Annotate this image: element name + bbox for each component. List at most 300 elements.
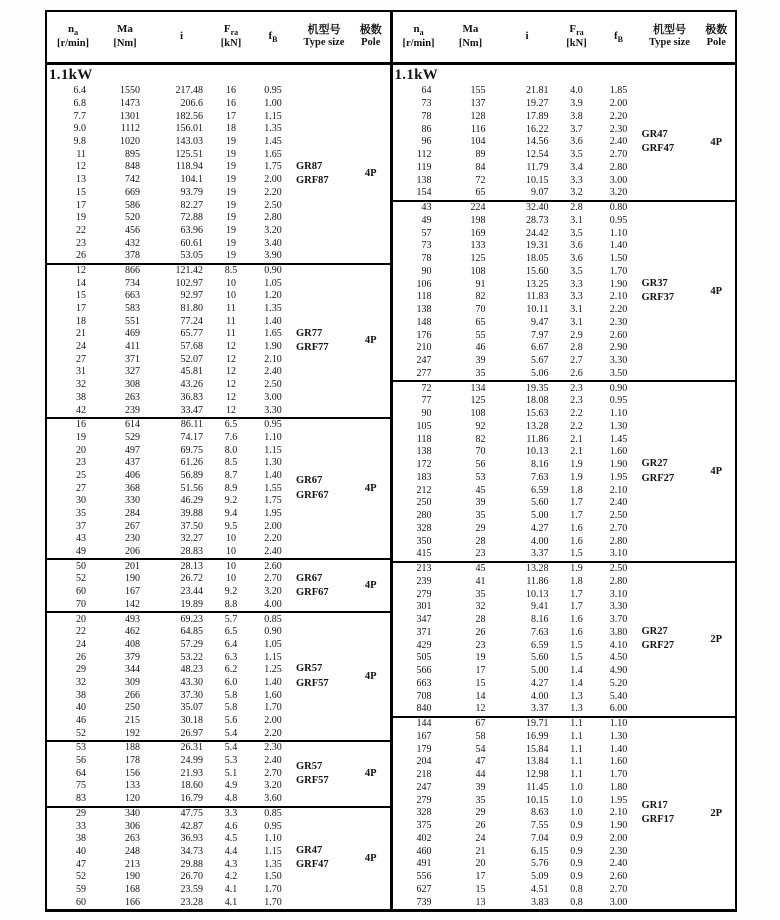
cell-fb: 3.20 bbox=[264, 586, 282, 598]
cell-fra: 6.2 bbox=[224, 664, 238, 676]
cell-fra: 3.5 bbox=[570, 265, 583, 277]
cell-fra: 1.5 bbox=[570, 652, 583, 664]
cell-na: 663 bbox=[416, 677, 432, 689]
cell-na: 16 bbox=[76, 419, 86, 431]
cell-fra: 19 bbox=[226, 212, 236, 224]
cell-na: 183 bbox=[416, 471, 432, 483]
cell-fb: 3.00 bbox=[609, 174, 628, 186]
cell-na: 301 bbox=[416, 601, 432, 613]
cell-ma: 82 bbox=[475, 433, 486, 445]
cell-fb: 2.10 bbox=[264, 353, 282, 365]
cell-na: 9.8 bbox=[73, 136, 86, 148]
cell-i: 6.67 bbox=[531, 342, 549, 354]
cell-ma: 20 bbox=[475, 858, 486, 870]
cell-fb: 1.35 bbox=[264, 858, 282, 870]
cell-na: 19 bbox=[76, 431, 86, 443]
cell-fb: 2.40 bbox=[264, 755, 282, 767]
cell-fb: 1.40 bbox=[609, 743, 628, 755]
cell-i: 81.80 bbox=[180, 303, 203, 315]
cell-i: 9.07 bbox=[531, 187, 549, 199]
cell-fra: 8.7 bbox=[224, 469, 238, 481]
cell-fb: 3.70 bbox=[609, 614, 628, 626]
cell-i: 10.13 bbox=[526, 588, 549, 600]
cell-ma: 239 bbox=[125, 404, 140, 416]
cell-na: 72 bbox=[421, 382, 432, 394]
cell-fb: 1.90 bbox=[609, 820, 628, 832]
cell-i: 13.25 bbox=[526, 278, 549, 290]
cell-fra: 1.1 bbox=[570, 756, 583, 768]
cell-i: 28.73 bbox=[526, 214, 549, 226]
cell-fb: 1.25 bbox=[264, 664, 282, 676]
cell-ma: 224 bbox=[470, 202, 486, 214]
cell-fra: 3.9 bbox=[570, 98, 583, 110]
cell-i: 125.51 bbox=[175, 148, 203, 160]
cell-fra: 12 bbox=[226, 379, 236, 391]
cell-fb: 2.60 bbox=[609, 871, 628, 883]
cell-fb: 1.90 bbox=[609, 459, 628, 471]
cell-i: 48.23 bbox=[180, 664, 203, 676]
col-header-na: $n_a$ [r/min] bbox=[56, 23, 90, 50]
cell-fra: 1.9 bbox=[570, 471, 583, 483]
cell-na: 112 bbox=[416, 149, 432, 161]
cell-i: 29.88 bbox=[180, 858, 203, 870]
cell-fra: 6.3 bbox=[224, 651, 238, 663]
cell-i: 5.60 bbox=[531, 652, 549, 664]
cell-ma: 26 bbox=[475, 820, 486, 832]
cell-fra: 11 bbox=[226, 328, 236, 340]
cell-fra: 0.9 bbox=[570, 820, 583, 832]
cell-na: 250 bbox=[416, 497, 432, 509]
cell-na: 90 bbox=[421, 408, 432, 420]
cell-fra: 2.1 bbox=[570, 433, 583, 445]
cell-fb: 1.05 bbox=[264, 277, 282, 289]
cell-i: 23.28 bbox=[180, 896, 203, 908]
cell-na: 21 bbox=[76, 328, 86, 340]
type-size-label: GR27 GRF27 bbox=[641, 458, 675, 484]
cell-na: 49 bbox=[421, 214, 432, 226]
cell-na: 167 bbox=[416, 730, 432, 742]
cell-fb: 0.95 bbox=[264, 419, 282, 431]
cell-na: 505 bbox=[416, 652, 432, 664]
cell-na: 277 bbox=[416, 367, 432, 379]
cell-i: 102.97 bbox=[175, 277, 203, 289]
cell-na: 328 bbox=[416, 807, 432, 819]
cell-fra: 1.9 bbox=[570, 563, 583, 575]
cell-fra: 3.3 bbox=[224, 807, 238, 819]
cell-fb: 2.70 bbox=[609, 522, 628, 534]
cell-fb: 2.80 bbox=[264, 212, 282, 224]
cell-fra: 9.2 bbox=[224, 495, 238, 507]
cell-na: 78 bbox=[421, 253, 432, 265]
cell-ma: 104 bbox=[470, 136, 486, 148]
cell-fb: 1.40 bbox=[609, 240, 628, 252]
pole-label: 4P bbox=[710, 466, 723, 477]
type-size-label: GR67 GRF67 bbox=[296, 475, 329, 501]
cell-ma: 116 bbox=[470, 123, 486, 135]
cell-ma: 55 bbox=[475, 329, 486, 341]
cell-fra: 1.3 bbox=[570, 690, 583, 702]
cell-i: 42.87 bbox=[180, 820, 203, 832]
cell-i: 182.56 bbox=[175, 110, 203, 122]
cell-fra: 0.8 bbox=[570, 896, 583, 908]
cell-ma: 614 bbox=[125, 419, 140, 431]
cell-fra: 10 bbox=[226, 560, 236, 572]
cell-fb: 1.10 bbox=[609, 227, 628, 239]
col-header-fb: $f_B$ bbox=[268, 29, 278, 44]
cell-ma: 178 bbox=[125, 755, 140, 767]
cell-na: 22 bbox=[76, 224, 86, 236]
cell-i: 19.27 bbox=[526, 98, 549, 110]
cell-ma: 371 bbox=[125, 353, 140, 365]
pole-label: 4P bbox=[710, 136, 723, 148]
table-header bbox=[47, 12, 735, 65]
cell-i: 19.31 bbox=[526, 240, 549, 252]
cell-fra: 7.6 bbox=[224, 431, 238, 443]
col-header-fb: $f_B$ bbox=[613, 29, 623, 44]
cell-fra: 3.7 bbox=[570, 123, 583, 135]
type-size-label: GR57 GRF57 bbox=[296, 760, 329, 786]
cell-i: 33.47 bbox=[180, 404, 203, 416]
cell-fb: 1.55 bbox=[264, 482, 282, 494]
cell-ma: 188 bbox=[125, 742, 140, 754]
cell-fra: 3.3 bbox=[570, 291, 583, 303]
cell-ma: 344 bbox=[125, 664, 140, 676]
cell-fra: 1.8 bbox=[570, 484, 583, 496]
cell-fb: 2.40 bbox=[264, 366, 282, 378]
cell-i: 35.07 bbox=[180, 702, 203, 714]
col-header-na: $n_a$ [r/min] bbox=[402, 23, 435, 50]
cell-na: 218 bbox=[416, 769, 432, 781]
cell-ma: 72 bbox=[475, 174, 486, 186]
col-header-type: 机型号 Type size bbox=[649, 24, 690, 49]
cell-i: 21.93 bbox=[180, 767, 203, 779]
cell-i: 6.15 bbox=[531, 845, 549, 857]
cell-fra: 2.8 bbox=[570, 202, 583, 214]
cell-fra: 1.6 bbox=[570, 614, 583, 626]
cell-i: 64.85 bbox=[180, 626, 203, 638]
cell-na: 566 bbox=[416, 665, 432, 677]
cell-i: 19.71 bbox=[526, 718, 549, 730]
pole-label: 2P bbox=[710, 807, 723, 819]
type-size-label: GR87 GRF87 bbox=[296, 160, 329, 186]
cell-fra: 6.5 bbox=[224, 419, 238, 431]
cell-na: 30 bbox=[76, 495, 86, 507]
cell-fra: 1.9 bbox=[570, 459, 583, 471]
cell-fb: 2.50 bbox=[609, 510, 628, 522]
cell-i: 18.05 bbox=[526, 253, 549, 265]
cell-fra: 3.5 bbox=[570, 227, 583, 239]
cell-i: 4.27 bbox=[531, 522, 549, 534]
cell-ma: 156 bbox=[125, 767, 140, 779]
cell-ma: 21 bbox=[475, 845, 486, 857]
cell-na: 460 bbox=[416, 845, 432, 857]
pole-label: 4P bbox=[364, 483, 377, 495]
cell-na: 31 bbox=[76, 366, 86, 378]
cell-i: 18.60 bbox=[180, 780, 203, 792]
cell-fb: 2.40 bbox=[609, 858, 628, 870]
cell-ma: 108 bbox=[470, 265, 486, 277]
cell-fra: 19 bbox=[226, 199, 236, 211]
power-rating-label: 1.1kW bbox=[49, 67, 93, 83]
cell-ma: 368 bbox=[125, 482, 140, 494]
pole-label: 4P bbox=[710, 285, 723, 297]
cell-na: 43 bbox=[421, 202, 432, 214]
cell-ma: 586 bbox=[125, 199, 140, 211]
cell-ma: 17 bbox=[475, 665, 486, 677]
table-right-half bbox=[393, 65, 736, 909]
cell-fb: 1.40 bbox=[264, 315, 282, 327]
cell-fra: 1.0 bbox=[570, 807, 583, 819]
cell-ma: 35 bbox=[475, 367, 486, 379]
cell-ma: 70 bbox=[475, 304, 486, 316]
cell-na: 75 bbox=[76, 780, 86, 792]
cell-na: 26 bbox=[76, 651, 86, 663]
col-header-i: i bbox=[525, 30, 529, 43]
cell-ma: 167 bbox=[125, 586, 140, 598]
cell-fb: 2.10 bbox=[609, 291, 628, 303]
cell-i: 13.84 bbox=[526, 756, 549, 768]
cell-i: 5.76 bbox=[531, 858, 549, 870]
cell-na: 118 bbox=[416, 433, 432, 445]
cell-na: 106 bbox=[416, 278, 432, 290]
cell-fb: 3.80 bbox=[609, 626, 628, 638]
cell-fra: 2.9 bbox=[570, 329, 583, 341]
cell-ma: 142 bbox=[125, 598, 140, 610]
cell-na: 78 bbox=[421, 110, 432, 122]
cell-fra: 8.8 bbox=[224, 598, 238, 610]
cell-na: 15 bbox=[76, 290, 86, 302]
cell-fb: 0.95 bbox=[264, 85, 282, 97]
cell-na: 350 bbox=[416, 535, 432, 547]
cell-na: 70 bbox=[76, 598, 86, 610]
cell-ma: 19 bbox=[475, 652, 486, 664]
cell-fra: 4.3 bbox=[224, 858, 238, 870]
cell-na: 179 bbox=[416, 743, 432, 755]
cell-na: 24 bbox=[76, 638, 86, 650]
cell-na: 37 bbox=[76, 520, 86, 532]
cell-fb: 1.95 bbox=[609, 471, 628, 483]
cell-ma: 13 bbox=[475, 896, 486, 908]
cell-i: 7.55 bbox=[531, 820, 549, 832]
cell-fra: 9.4 bbox=[224, 508, 238, 520]
cell-i: 57.29 bbox=[180, 638, 203, 650]
cell-ma: 35 bbox=[475, 794, 486, 806]
cell-na: 17 bbox=[76, 303, 86, 315]
cell-ma: 215 bbox=[125, 715, 140, 727]
cell-fra: 12 bbox=[226, 391, 236, 403]
cell-na: 7.7 bbox=[73, 110, 86, 122]
cell-ma: 848 bbox=[125, 161, 140, 173]
cell-fra: 1.5 bbox=[570, 639, 583, 651]
cell-i: 5.67 bbox=[531, 355, 549, 367]
cell-ma: 1301 bbox=[120, 110, 140, 122]
cell-fb: 1.95 bbox=[609, 794, 628, 806]
cell-fb: 2.70 bbox=[264, 767, 282, 779]
cell-i: 7.63 bbox=[531, 626, 549, 638]
cell-fb: 2.20 bbox=[264, 727, 282, 739]
cell-fb: 1.75 bbox=[264, 495, 282, 507]
cell-fb: 1.95 bbox=[264, 508, 282, 520]
cell-ma: 65 bbox=[475, 316, 486, 328]
cell-fra: 1.7 bbox=[570, 601, 583, 613]
cell-fra: 4.6 bbox=[224, 820, 238, 832]
right-sections bbox=[393, 85, 736, 909]
cell-i: 9.47 bbox=[531, 316, 549, 328]
table-section bbox=[393, 85, 736, 202]
cell-ma: 15 bbox=[475, 677, 486, 689]
cell-fb: 1.65 bbox=[264, 148, 282, 160]
cell-fb: 0.95 bbox=[264, 820, 282, 832]
cell-fb: 1.70 bbox=[264, 702, 282, 714]
cell-fra: 2.2 bbox=[570, 420, 583, 432]
table-section bbox=[393, 202, 736, 383]
cell-ma: 1473 bbox=[120, 98, 140, 110]
table-section bbox=[47, 808, 390, 910]
cell-na: 23 bbox=[76, 457, 86, 469]
cell-ma: 32 bbox=[475, 601, 486, 613]
cell-ma: 497 bbox=[125, 444, 140, 456]
cell-ma: 58 bbox=[475, 730, 486, 742]
cell-fra: 5.6 bbox=[224, 715, 238, 727]
cell-fra: 12 bbox=[226, 366, 236, 378]
cell-fb: 1.90 bbox=[609, 278, 628, 290]
cell-ma: 190 bbox=[125, 573, 140, 585]
cell-fra: 2.6 bbox=[570, 367, 583, 379]
cell-fra: 19 bbox=[226, 250, 236, 262]
cell-ma: 493 bbox=[125, 613, 140, 625]
cell-na: 176 bbox=[416, 329, 432, 341]
cell-ma: 137 bbox=[470, 98, 486, 110]
table-section bbox=[393, 382, 736, 563]
cell-i: 82.27 bbox=[180, 199, 203, 211]
cell-na: 328 bbox=[416, 522, 432, 534]
cell-ma: 1550 bbox=[120, 85, 140, 97]
cell-i: 24.42 bbox=[526, 227, 549, 239]
cell-fb: 1.10 bbox=[264, 431, 282, 443]
cell-fra: 19 bbox=[226, 224, 236, 236]
cell-i: 30.18 bbox=[180, 715, 203, 727]
cell-fra: 3.1 bbox=[570, 316, 583, 328]
cell-fra: 1.5 bbox=[570, 548, 583, 560]
cell-fb: 1.45 bbox=[264, 136, 282, 148]
cell-fb: 4.00 bbox=[264, 598, 282, 610]
cell-fb: 2.80 bbox=[609, 535, 628, 547]
cell-ma: 411 bbox=[125, 341, 140, 353]
cell-na: 26 bbox=[76, 250, 86, 262]
cell-ma: 70 bbox=[475, 446, 486, 458]
cell-fb: 1.05 bbox=[264, 638, 282, 650]
cell-fb: 1.35 bbox=[264, 123, 282, 135]
cell-i: 143.03 bbox=[175, 136, 203, 148]
cell-fra: 0.9 bbox=[570, 832, 583, 844]
cell-i: 37.50 bbox=[180, 520, 203, 532]
cell-fra: 1.4 bbox=[570, 677, 583, 689]
cell-na: 38 bbox=[76, 689, 86, 701]
cell-i: 16.22 bbox=[526, 123, 549, 135]
cell-na: 50 bbox=[76, 560, 86, 572]
cell-ma: 734 bbox=[125, 277, 140, 289]
table-header-right bbox=[393, 12, 736, 62]
cell-i: 10.11 bbox=[526, 304, 549, 316]
table-section bbox=[47, 560, 390, 613]
cell-fb: 2.00 bbox=[609, 832, 628, 844]
cell-ma: 133 bbox=[125, 780, 140, 792]
cell-na: 52 bbox=[76, 573, 86, 585]
cell-ma: 669 bbox=[125, 186, 140, 198]
pole-label: 4P bbox=[364, 671, 377, 683]
cell-fra: 2.3 bbox=[570, 382, 583, 394]
cell-fb: 3.30 bbox=[609, 601, 628, 613]
cell-ma: 198 bbox=[470, 214, 486, 226]
cell-fra: 2.7 bbox=[570, 355, 583, 367]
cell-na: 40 bbox=[76, 845, 86, 857]
cell-i: 37.30 bbox=[180, 689, 203, 701]
cell-ma: 462 bbox=[125, 626, 140, 638]
cell-fb: 1.10 bbox=[609, 718, 628, 730]
cell-ma: 65 bbox=[475, 187, 486, 199]
cell-i: 5.06 bbox=[531, 367, 549, 379]
cell-fra: 1.8 bbox=[570, 575, 583, 587]
cell-fra: 3.1 bbox=[570, 304, 583, 316]
cell-fb: 2.30 bbox=[609, 845, 628, 857]
cell-fra: 4.8 bbox=[224, 793, 238, 805]
cell-i: 18.08 bbox=[526, 395, 549, 407]
cell-i: 74.17 bbox=[180, 431, 203, 443]
table-section bbox=[47, 85, 390, 265]
col-header-ma: Ma [Nm] bbox=[113, 23, 137, 50]
cell-ma: 432 bbox=[125, 237, 140, 249]
cell-na: 35 bbox=[76, 508, 86, 520]
cell-na: 73 bbox=[421, 98, 432, 110]
cell-fb: 2.00 bbox=[609, 98, 628, 110]
cell-fb: 2.50 bbox=[264, 199, 282, 211]
cell-fra: 10 bbox=[226, 290, 236, 302]
cell-fb: 0.80 bbox=[609, 202, 628, 214]
cell-fra: 5.4 bbox=[224, 727, 238, 739]
cell-na: 32 bbox=[76, 676, 86, 688]
cell-i: 11.79 bbox=[526, 161, 549, 173]
cell-fra: 3.3 bbox=[570, 174, 583, 186]
cell-i: 69.75 bbox=[180, 444, 203, 456]
cell-fra: 12 bbox=[226, 404, 236, 416]
cell-na: 708 bbox=[416, 690, 432, 702]
type-size-label: GR17 GRF17 bbox=[641, 800, 675, 826]
cell-fra: 1.6 bbox=[570, 535, 583, 547]
cell-i: 7.97 bbox=[531, 329, 549, 341]
cell-fra: 17 bbox=[226, 110, 236, 122]
cell-fb: 1.15 bbox=[264, 110, 282, 122]
cell-fra: 0.9 bbox=[570, 858, 583, 870]
cell-ma: 230 bbox=[125, 533, 140, 545]
cell-fra: 3.6 bbox=[570, 136, 583, 148]
cell-ma: 23 bbox=[475, 548, 486, 560]
cell-na: 52 bbox=[76, 871, 86, 883]
cell-na: 59 bbox=[76, 883, 86, 895]
cell-fra: 10 bbox=[226, 277, 236, 289]
cell-i: 15.84 bbox=[526, 743, 549, 755]
cell-ma: 23 bbox=[475, 639, 486, 651]
cell-i: 23.59 bbox=[180, 883, 203, 895]
cell-i: 8.63 bbox=[531, 807, 549, 819]
cell-i: 11.83 bbox=[526, 291, 549, 303]
cell-i: 8.16 bbox=[531, 459, 549, 471]
cell-na: 13 bbox=[76, 174, 86, 186]
type-size-label: GR77 GRF77 bbox=[296, 327, 329, 353]
cell-fra: 1.3 bbox=[570, 703, 583, 715]
cell-na: 375 bbox=[416, 820, 432, 832]
cell-na: 213 bbox=[416, 563, 432, 575]
cell-fra: 5.3 bbox=[224, 755, 238, 767]
